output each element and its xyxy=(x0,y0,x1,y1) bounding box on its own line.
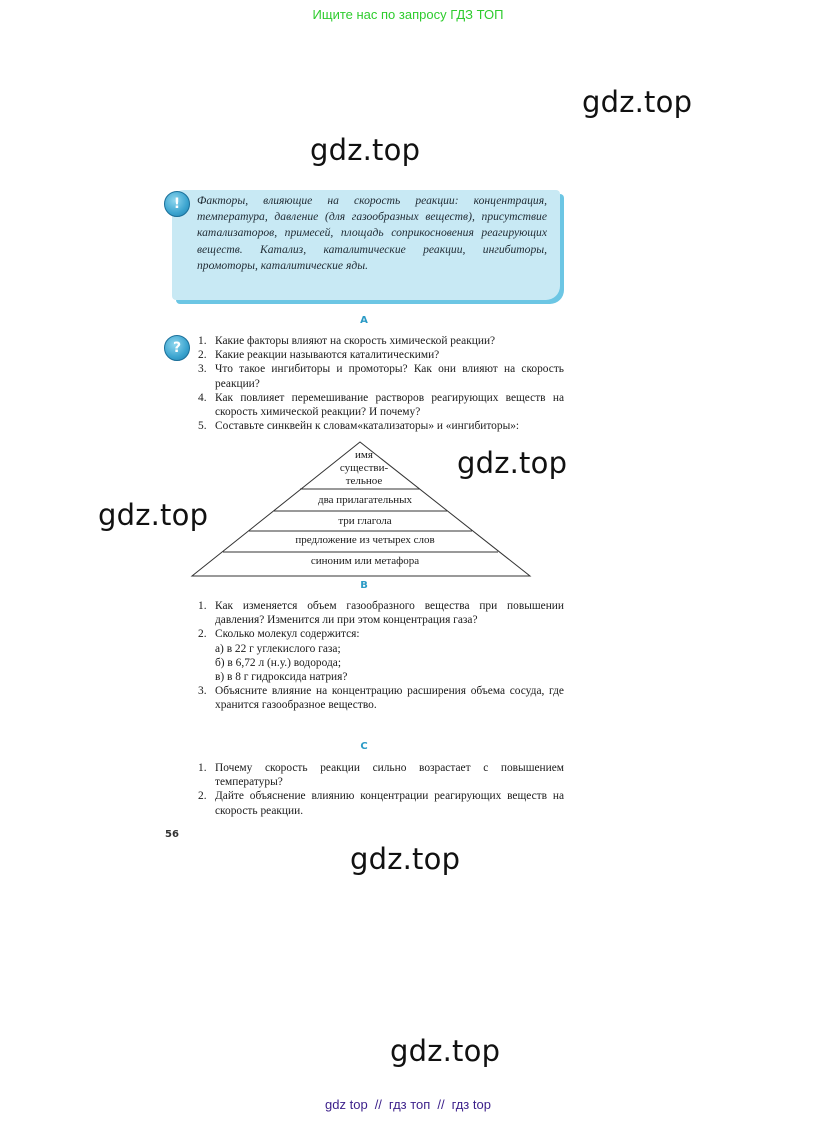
watermark: gdz.top xyxy=(98,498,209,532)
list-item: 2. Дайте объяснение влиянию концентрации реагирующих веществ на скорость реакции. xyxy=(198,790,564,817)
section-b-letter: В xyxy=(360,580,368,591)
section-b-questions xyxy=(198,599,564,713)
exclamation-icon: ! xyxy=(164,191,190,217)
question-icon: ? xyxy=(164,335,190,361)
section-a-letter: А xyxy=(360,315,368,326)
pyramid-row: имя xyxy=(355,449,373,461)
watermark: gdz.top xyxy=(390,1034,501,1068)
watermark: gdz.top xyxy=(310,133,421,167)
list-item: 5. Составьте синквейн к словам«катализаторы» и «ингибиторы»: xyxy=(198,420,520,433)
pyramid-row: тельное xyxy=(345,475,383,487)
footer-separator: // xyxy=(374,1097,382,1112)
section-c-letter: С xyxy=(360,741,368,752)
footer-separator: // xyxy=(437,1097,445,1112)
list-item: 2. Сколько молекул содержится: xyxy=(198,628,360,641)
pyramid-row: два прилагательных xyxy=(317,494,412,506)
footer-link[interactable]: гдз топ xyxy=(388,1097,431,1112)
list-item: 1. Какие факторы влияют на скорость химической реакции? xyxy=(198,335,496,347)
footer-link[interactable]: гдз top xyxy=(451,1097,491,1112)
list-item: б) в 6,72 л (н.у.) водорода; xyxy=(215,656,341,669)
pyramid-row: существи- xyxy=(339,462,389,474)
top-banner[interactable]: Ищите нас по запросу ГДЗ ТОП xyxy=(312,7,504,22)
list-item: а) в 22 г углекислого газа; xyxy=(215,642,341,655)
page-number: 56 xyxy=(165,829,179,840)
watermark: gdz.top xyxy=(582,85,693,119)
info-text: Факторы, влияющие на скорость реакции: концентрация, температура, давление (для газообразных веществ), присутствие катализаторов, примесей, площадь соприкосновения реагирующих веществ. Катализ, каталитические реакции, ингибиторы, промоторы, каталитические яды. xyxy=(197,194,547,272)
footer-links xyxy=(0,1097,816,1112)
list-item: 3. Объясните влияние на концентрацию расширения объема сосуда, где хранится газообразное вещество. xyxy=(198,685,564,712)
watermark: gdz.top xyxy=(457,446,568,480)
list-item: 2. Какие реакции называются каталитическими? xyxy=(198,349,440,362)
list-item: 1. Почему скорость реакции сильно возрастает с повышением температуры? xyxy=(198,762,564,789)
footer-link[interactable]: gdz top xyxy=(325,1097,368,1112)
pyramid-row: синоним или метафора xyxy=(310,555,420,567)
section-a-questions xyxy=(198,334,564,433)
pyramid-row: предложение из четырех слов xyxy=(295,534,435,546)
watermark: gdz.top xyxy=(350,842,461,876)
list-item: 1. Как изменяется объем газообразного вещества при повышении давления? Изменится ли при этом концентрация газа? xyxy=(198,600,564,627)
section-c-questions xyxy=(198,761,564,818)
list-item: 3. Что такое ингибиторы и промоторы? Как они влияют на скорость реакции? xyxy=(198,363,564,390)
list-item: 4. Как повлияет перемешивание растворов реагирующих веществ на скорость химической реакции? И почему? xyxy=(198,391,564,419)
list-item: в) в 8 г гидроксида натрия? xyxy=(215,671,348,684)
pyramid-row: три глагола xyxy=(338,515,392,527)
